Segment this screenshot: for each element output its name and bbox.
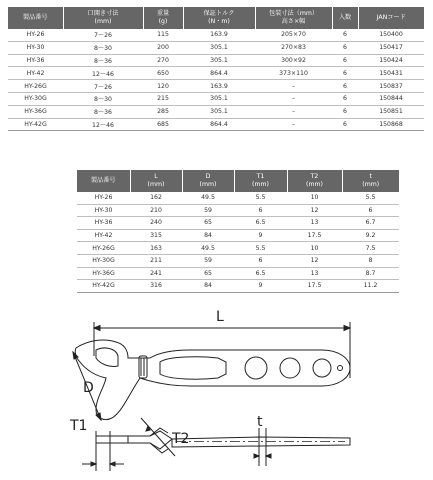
spec-row xyxy=(8,54,424,67)
dimension-cell: 49.5 xyxy=(182,192,234,204)
spec-cell: 305.1 xyxy=(183,41,255,54)
spec-cell: 6 xyxy=(332,41,358,54)
spec-cell: 373×110 xyxy=(255,67,332,80)
spec-cell: 150431 xyxy=(358,67,424,80)
dimension-row xyxy=(77,192,399,204)
spec-row xyxy=(8,41,424,54)
spec-cell: 150844 xyxy=(358,92,424,105)
spec-header-2 xyxy=(143,7,183,29)
dimension-row xyxy=(77,242,399,255)
spec-cell: 6 xyxy=(332,105,358,118)
spec-header-unit: (N・m) xyxy=(208,18,230,25)
dimension-row xyxy=(77,254,399,267)
dimension-cell: 163 xyxy=(130,242,182,255)
spec-cell: HY-42 xyxy=(8,67,63,80)
spec-header-title: 重量 xyxy=(156,9,170,17)
spec-header-unit: 高さ×幅 xyxy=(281,18,306,25)
dimension-cell: 11.2 xyxy=(342,280,399,293)
dimension-header-unit: (mm) xyxy=(147,181,165,188)
spec-cell: 8〜30 xyxy=(63,92,143,105)
spec-cell: 864.4 xyxy=(183,118,255,131)
dimension-cell: HY-30G xyxy=(77,254,130,267)
spec-cell: – xyxy=(255,118,332,131)
spec-header-title: 包装寸法（mm） xyxy=(268,9,319,17)
label-t: t xyxy=(257,414,263,430)
spec-cell: 7〜26 xyxy=(63,29,143,41)
dimension-cell: 210 xyxy=(130,204,182,217)
dimension-cell: 9 xyxy=(234,229,287,242)
dimension-row xyxy=(77,217,399,230)
spec-cell: HY-36 xyxy=(8,54,63,67)
dimension-cell: HY-42G xyxy=(77,280,130,293)
dimension-cell: HY-30 xyxy=(77,204,130,217)
dimension-cell: 5.5 xyxy=(342,192,399,204)
dimension-cell: 10 xyxy=(287,242,342,255)
spec-header-4 xyxy=(255,7,332,29)
spec-row xyxy=(8,105,424,118)
spec-cell: 6 xyxy=(332,67,358,80)
spec-row xyxy=(8,92,424,105)
spec-cell: 300×92 xyxy=(255,54,332,67)
spec-header-3 xyxy=(183,7,255,29)
spec-header-title: 入数 xyxy=(338,13,352,21)
dimension-cell: 12 xyxy=(287,204,342,217)
dimension-cell: 13 xyxy=(287,267,342,280)
wrench-top-view xyxy=(75,340,350,420)
dimension-cell: 5.5 xyxy=(234,192,287,204)
spec-table xyxy=(8,7,424,131)
spec-cell: 12〜46 xyxy=(63,118,143,131)
spec-cell: – xyxy=(255,105,332,118)
spec-header-row xyxy=(8,7,424,29)
dimension-header-title: T1 xyxy=(256,172,265,180)
dimension-cell: HY-26G xyxy=(77,242,130,255)
dimension-cell: 8.7 xyxy=(342,267,399,280)
dimension-cell: 6.5 xyxy=(234,217,287,230)
dimension-cell: 13 xyxy=(287,217,342,230)
spec-cell: 115 xyxy=(143,29,183,41)
spec-cell: 8〜30 xyxy=(63,41,143,54)
dimension-header-1 xyxy=(130,170,182,192)
spec-cell: 6 xyxy=(332,118,358,131)
dimension-header-title: t xyxy=(369,172,372,180)
dimension-cell: 6.5 xyxy=(234,267,287,280)
dimension-cell: HY-26 xyxy=(77,192,130,204)
dimension-header-title: 製品番号 xyxy=(90,176,116,184)
spec-table-body xyxy=(8,29,424,131)
spec-cell: 650 xyxy=(143,67,183,80)
dimension-header-unit: (mm) xyxy=(362,181,380,188)
dimension-cell: 17.5 xyxy=(287,229,342,242)
spec-cell: HY-36G xyxy=(8,105,63,118)
spec-row xyxy=(8,29,424,41)
spec-cell: 6 xyxy=(332,54,358,67)
spec-header-title: JANコード xyxy=(376,13,406,21)
dimension-cell: 6 xyxy=(234,204,287,217)
spec-cell: 6 xyxy=(332,80,358,93)
label-L: L xyxy=(216,309,224,325)
spec-header-title: 製品番号 xyxy=(22,13,48,21)
spec-cell: 150417 xyxy=(358,41,424,54)
spec-cell: 150424 xyxy=(358,54,424,67)
spec-cell: 305.1 xyxy=(183,92,255,105)
spec-cell: 163.9 xyxy=(183,80,255,93)
dimension-cell: HY-42 xyxy=(77,229,130,242)
dimension-cell: 84 xyxy=(182,229,234,242)
dimension-header-title: T2 xyxy=(310,172,319,180)
spec-cell: 285 xyxy=(143,105,183,118)
spec-cell: 205×70 xyxy=(255,29,332,41)
label-T2: T2 xyxy=(172,431,190,447)
dimension-cell: 240 xyxy=(130,217,182,230)
dimension-cell: 8 xyxy=(342,254,399,267)
spec-cell: 305.1 xyxy=(183,54,255,67)
dimension-cell: 316 xyxy=(130,280,182,293)
dimension-row xyxy=(77,229,399,242)
spec-cell: 305.1 xyxy=(183,105,255,118)
spec-header-0 xyxy=(8,7,63,29)
dimension-cell: 84 xyxy=(182,280,234,293)
spec-row xyxy=(8,80,424,93)
dimension-header-title: D xyxy=(205,172,211,180)
spec-cell: 6 xyxy=(332,29,358,41)
spec-cell: 150837 xyxy=(358,80,424,93)
dimension-cell: 17.5 xyxy=(287,280,342,293)
spec-row xyxy=(8,67,424,80)
dimension-header-row xyxy=(77,170,399,192)
arrow-right-L xyxy=(344,326,350,331)
dimension-header-unit: (mm) xyxy=(306,181,323,188)
spec-cell: 685 xyxy=(143,118,183,131)
spec-header-title: 口開き寸法 xyxy=(87,9,119,17)
dimension-table xyxy=(77,170,399,293)
dimension-row xyxy=(77,204,399,217)
dimension-header-2 xyxy=(182,170,234,192)
spec-cell: 8〜36 xyxy=(63,54,143,67)
label-D: D xyxy=(83,380,94,396)
dimension-cell: 59 xyxy=(182,204,234,217)
arrow-left-L xyxy=(94,326,100,331)
dimension-cell: 162 xyxy=(130,192,182,204)
spec-cell: – xyxy=(255,92,332,105)
wrench-diagram xyxy=(0,306,433,480)
spec-cell: 7〜26 xyxy=(63,80,143,93)
spec-cell: HY-42G xyxy=(8,118,63,131)
dimension-cell: 9 xyxy=(234,280,287,293)
dimension-cell: 5.5 xyxy=(234,242,287,255)
spec-cell: – xyxy=(255,80,332,93)
dimension-cell: HY-36G xyxy=(77,267,130,280)
spec-cell: 6 xyxy=(332,92,358,105)
dimension-cell: 7.5 xyxy=(342,242,399,255)
dimension-header-0 xyxy=(77,170,130,192)
dimension-cell: 315 xyxy=(130,229,182,242)
wrench-side-view xyxy=(96,428,350,453)
spec-header-1 xyxy=(63,7,143,29)
dimension-cell: HY-36 xyxy=(77,217,130,230)
spec-cell: 12〜46 xyxy=(63,67,143,80)
spec-cell: 200 xyxy=(143,41,183,54)
spec-cell: 215 xyxy=(143,92,183,105)
dimension-cell: 6 xyxy=(342,204,399,217)
spec-cell: 163.9 xyxy=(183,29,255,41)
dimension-header-5 xyxy=(342,170,399,192)
dimension-cell: 241 xyxy=(130,267,182,280)
spec-cell: 120 xyxy=(143,80,183,93)
dimension-table-body xyxy=(77,192,399,292)
spec-header-6 xyxy=(358,7,424,29)
dimension-header-title: L xyxy=(154,172,158,180)
dimension-header-unit: (mm) xyxy=(252,181,269,188)
spec-header-title: 保証トルク xyxy=(203,9,235,17)
spec-cell: 150851 xyxy=(358,105,424,118)
spec-header-unit: (mm) xyxy=(94,18,112,25)
spec-row xyxy=(8,118,424,131)
dimension-row xyxy=(77,267,399,280)
spec-cell: 270 xyxy=(143,54,183,67)
dimension-header-3 xyxy=(234,170,287,192)
dimension-cell: 6 xyxy=(234,254,287,267)
spec-cell: HY-30G xyxy=(8,92,63,105)
spec-cell: HY-26 xyxy=(8,29,63,41)
spec-cell: 8〜36 xyxy=(63,105,143,118)
dimension-cell: 49.5 xyxy=(182,242,234,255)
dimension-cell: 59 xyxy=(182,254,234,267)
spec-cell: 150400 xyxy=(358,29,424,41)
dimension-row xyxy=(77,280,399,293)
dimension-cell: 65 xyxy=(182,267,234,280)
dimension-header-unit: (mm) xyxy=(199,181,217,188)
spec-cell: 864.4 xyxy=(183,67,255,80)
spec-cell: 150868 xyxy=(358,118,424,131)
spec-header-5 xyxy=(332,7,358,29)
dimension-cell: 65 xyxy=(182,217,234,230)
spec-cell: HY-30 xyxy=(8,41,63,54)
dimension-cell: 6.7 xyxy=(342,217,399,230)
label-T1: T1 xyxy=(70,418,88,434)
dimension-header-4 xyxy=(287,170,342,192)
spec-cell: 270×83 xyxy=(255,41,332,54)
dimension-cell: 211 xyxy=(130,254,182,267)
spec-header-unit: (g) xyxy=(158,18,168,25)
spec-cell: HY-26G xyxy=(8,80,63,93)
dimension-cell: 12 xyxy=(287,254,342,267)
dimension-cell: 9.2 xyxy=(342,229,399,242)
dimension-cell: 10 xyxy=(287,192,342,204)
